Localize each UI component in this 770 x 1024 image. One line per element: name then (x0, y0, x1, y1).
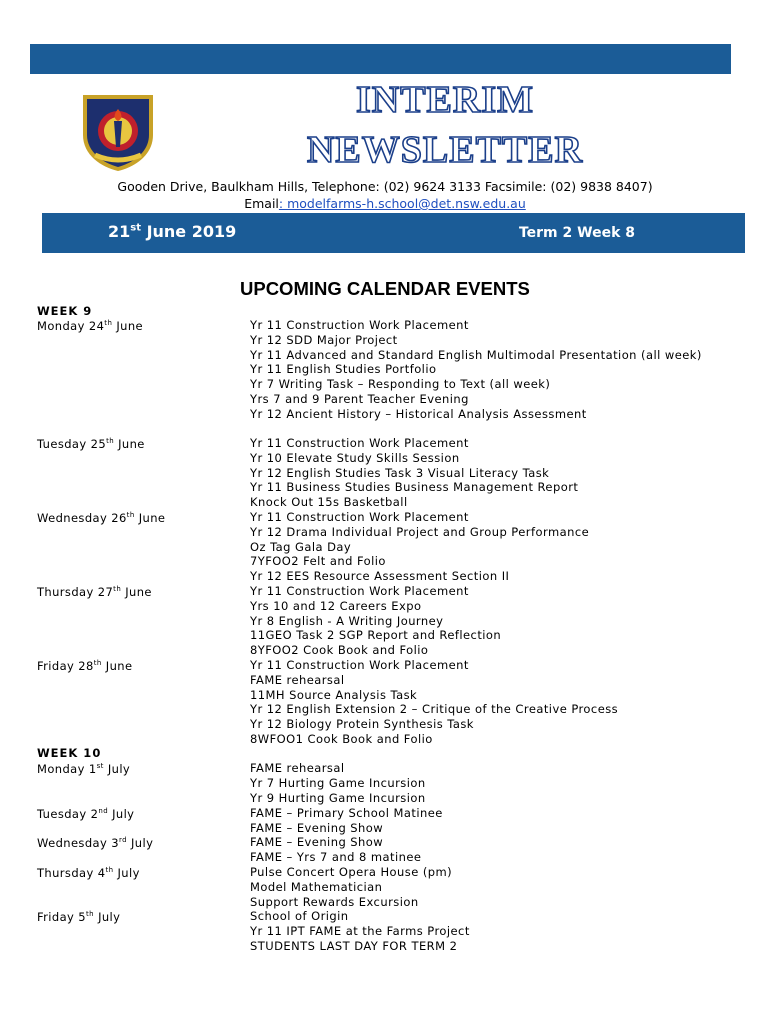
newsletter-title-line1: INTERIM (355, 79, 535, 121)
event-item: 11MH Source Analysis Task (250, 687, 418, 702)
event-item: Yr 11 IPT FAME at the Farms Project (250, 923, 470, 938)
event-item: Yr 11 Construction Work Placement (250, 436, 469, 450)
day-events (250, 835, 710, 865)
day-label: Friday 28th June (37, 659, 133, 673)
event-item: Yr 11 Construction Work Placement (250, 584, 469, 598)
school-address: Gooden Drive, Baulkham Hills, Telephone: (02) 9624 3133 Facsimile: (02) 9838 8407) (117, 179, 653, 194)
event-item: Yrs 7 and 9 Parent Teacher Evening (250, 391, 469, 406)
top-banner-bar (30, 44, 731, 74)
email-line (0, 196, 770, 211)
event-item: Model Mathematician (250, 879, 383, 894)
event-item: Yrs 10 and 12 Careers Expo (250, 598, 422, 613)
week-label: WEEK 9 (37, 304, 93, 318)
email-label: Email (244, 196, 279, 211)
day-events (250, 584, 710, 658)
event-item: Yr 11 English Studies Portfolio (250, 362, 437, 377)
event-item: Yr 11 Construction Work Placement (250, 658, 469, 672)
event-item: Knock Out 15s Basketball (250, 495, 408, 510)
event-item: Yr 12 Ancient History – Historical Analysis Assessment (250, 406, 587, 421)
event-item: Yr 7 Writing Task – Responding to Text (all week) (250, 377, 551, 392)
event-item: Yr 12 Drama Individual Project and Group Performance (250, 524, 590, 539)
event-item: Yr 12 English Studies Task 3 Visual Literacy Task (250, 465, 550, 480)
event-item: Yr 11 Business Studies Business Management Report (250, 480, 579, 495)
issue-date-day: 21 (108, 222, 131, 241)
term-week: Term 2 Week 8 (518, 225, 635, 241)
event-item: Yr 9 Hurting Game Incursion (250, 790, 426, 805)
day-events (250, 510, 710, 584)
newsletter-title-line2: NEWSLETTER (306, 129, 584, 171)
event-item: Yr 12 SDD Major Project (250, 332, 398, 347)
day-events (250, 761, 710, 805)
event-item: Yr 10 Elevate Study Skills Session (250, 450, 460, 465)
event-item: FAME – Primary School Matinee (250, 806, 443, 820)
week-label: WEEK 10 (37, 746, 102, 760)
day-label: Monday 24th June (37, 319, 143, 333)
issue-date-suffix: st (130, 222, 141, 234)
event-item: Oz Tag Gala Day (250, 539, 352, 554)
event-item: Yr 11 Construction Work Placement (250, 318, 469, 332)
event-item: Yr 12 English Extension 2 – Critique of the Creative Process (250, 702, 619, 717)
day-events (250, 865, 710, 909)
event-item: Yr 12 Biology Protein Synthesis Task (250, 717, 474, 732)
event-item: FAME – Evening Show (250, 820, 384, 835)
email-link[interactable]: : modelfarms-h.school@det.nsw.edu.au (278, 196, 526, 211)
day-label: Wednesday 26th June (37, 511, 166, 525)
day-label: Tuesday 2nd July (37, 807, 135, 821)
event-item: Yr 8 English - A Writing Journey (250, 613, 444, 628)
event-item: Yr 7 Hurting Game Incursion (250, 775, 426, 790)
event-item: FAME – Evening Show (250, 835, 384, 849)
day-events (250, 658, 710, 747)
event-item: 11GEO Task 2 SGP Report and Reflection (250, 628, 502, 643)
day-events (250, 806, 710, 836)
issue-date-rest: June 2019 (141, 222, 237, 241)
event-item: Pulse Concert Opera House (pm) (250, 865, 453, 879)
event-item: Yr 11 Advanced and Standard English Multimodal Presentation (all week) (250, 347, 702, 362)
event-item: STUDENTS LAST DAY FOR TERM 2 (250, 938, 458, 953)
day-label: Thursday 4th July (37, 866, 140, 880)
day-label: Friday 5th July (37, 910, 121, 924)
event-item: 7YFOO2 Felt and Folio (250, 554, 386, 569)
event-item: 8YFOO2 Cook Book and Folio (250, 643, 429, 658)
day-events (250, 436, 710, 510)
event-item: FAME – Yrs 7 and 8 matinee (250, 849, 422, 864)
event-item: Yr 11 Construction Work Placement (250, 510, 469, 524)
day-events (250, 909, 710, 953)
event-item: 8WFOO1 Cook Book and Folio (250, 731, 433, 746)
day-label: Thursday 27th June (37, 585, 152, 599)
event-item: FAME rehearsal (250, 761, 345, 775)
event-item: School of Origin (250, 909, 349, 923)
day-events (250, 318, 710, 422)
event-item: Yr 12 EES Resource Assessment Section II (250, 569, 510, 584)
day-label: Wednesday 3rd July (37, 836, 154, 850)
event-item: Support Rewards Excursion (250, 894, 419, 909)
issue-date (108, 222, 236, 241)
day-label: Tuesday 25th June (37, 437, 145, 451)
date-bar (42, 213, 745, 253)
day-label: Monday 1st July (37, 762, 131, 776)
calendar-heading: UPCOMING CALENDAR EVENTS (240, 278, 530, 299)
school-crest-logo (77, 91, 159, 173)
event-item: FAME rehearsal (250, 672, 345, 687)
